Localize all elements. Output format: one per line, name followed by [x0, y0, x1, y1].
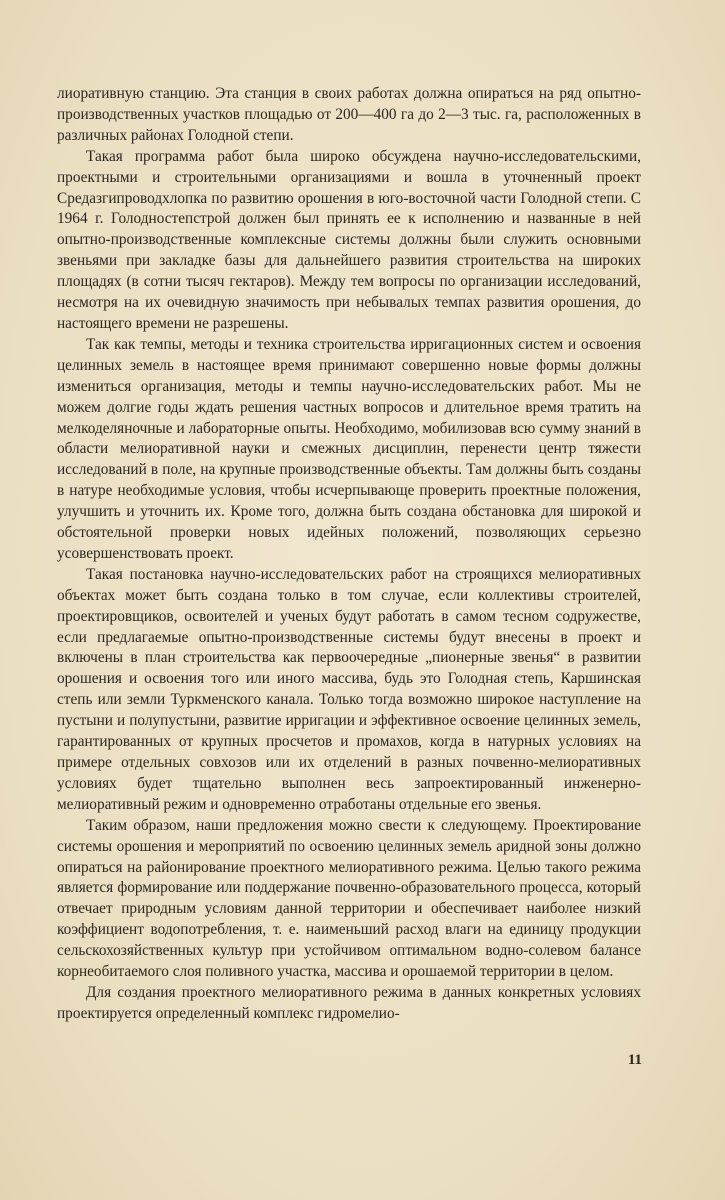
paragraph: Для создания проектного мелиоративного режима в данных конкретных условиях проектируется определенный комплекс гидромелио- [57, 983, 641, 1022]
paragraph-continued: лиоративную станцию. Эта станция в своих работах должна опираться на ряд опытно-производственных участков площадью от 200—400 га до 2—3 тыс. га, расположенных в различных районах Голодной степи. [57, 85, 641, 144]
paragraph: Такая постановка научно-исследовательских работ на строящихся мелиоративных объектах может быть создана только в том случае, если коллективы строителей, проектировщиков, освоителей и ученых будут работать в самом тесном содружестве, если предлагаемые опытно-производственные системы будут внесены в проект и включены в план строительства как первоочередные „пионерные звенья“ в развитии орошения и освоения того или иного массива, будь это Голодная степь, Каршинская степь или земли Туркменского канала. Только тогда возможно широкое наступление на пустыни и полупустыни, развитие ирригации и эффективное освоение целинных земель, гарантированных от крупных просчетов и промахов, когда в натурных условиях на примере отдельных совхозов или их отделений в разных почвенно-мелиоративных условиях будет тщательно выполнен весь запроектированный инженерно-мелиоративный режим и одновременно отработаны отдельные его звенья. [57, 565, 641, 813]
paragraph: Такая программа работ была широко обсуждена научно-исследовательскими, проектными и строительными организациями и вошла в уточненный проект Средазгипроводхлопка по развитию орошения в юго-восточной части Голодной степи. С 1964 г. Голодностепстрой должен был принять ее к исполнению и названные в ней опытно-производственные комплексные системы должны были служить основными звеньями при закладке базы для дальнейшего развития строительства на широких площадях (в сотни тысяч гектаров). Между тем вопросы по организации исследований, несмотря на их очевидную значимость при небывалых темпах развития орошения, до настоящего времени не разрешены. [57, 147, 641, 332]
paragraph: Так как темпы, методы и техника строительства ирригационных систем и освоения целинных земель в настоящее время принимают совершенно новые формы должны измениться организация, методы и темпы научно-исследовательских работ. Мы не можем долгие годы ждать решения частных вопросов и длительное время тратить на мелкоделяночные и лабораторные опыты. Необходимо, мобилизовав всю сумму знаний в области мелиоративной науки и смежных дисциплин, перенести центр тяжести исследований в поле, на крупные производственные объекты. Там должны быть созданы в натуре необходимые условия, чтобы исчерпывающе проверить проектные положения, улучшить и уточнить их. Кроме того, должна быть создана обстановка для широкой и обстоятельной проверки новых идейных положений, позволяющих серьезно усовершенствовать проект. [57, 335, 641, 562]
page-number: 11 [627, 1052, 642, 1068]
paragraph: Таким образом, наши предложения можно свести к следующему. Проектирование системы орошения и мероприятий по освоению целинных земель аридной зоны должно опираться на районирование проектного мелиоративного режима. Целью такого режима является формирование или поддержание почвенно-образовательного процесса, который отвечает природным условиям данной территории и обеспечивает наиболее низкий коэффициент водопотребления, т. е. наименьший расход влаги на единицу продукции сельскохозяйственных культур при устойчивом оптимальном водно-солевом балансе корнеобитаемого слоя поливного участка, массива и орошаемой территории в целом. [57, 816, 641, 981]
body-text [57, 84, 641, 1025]
